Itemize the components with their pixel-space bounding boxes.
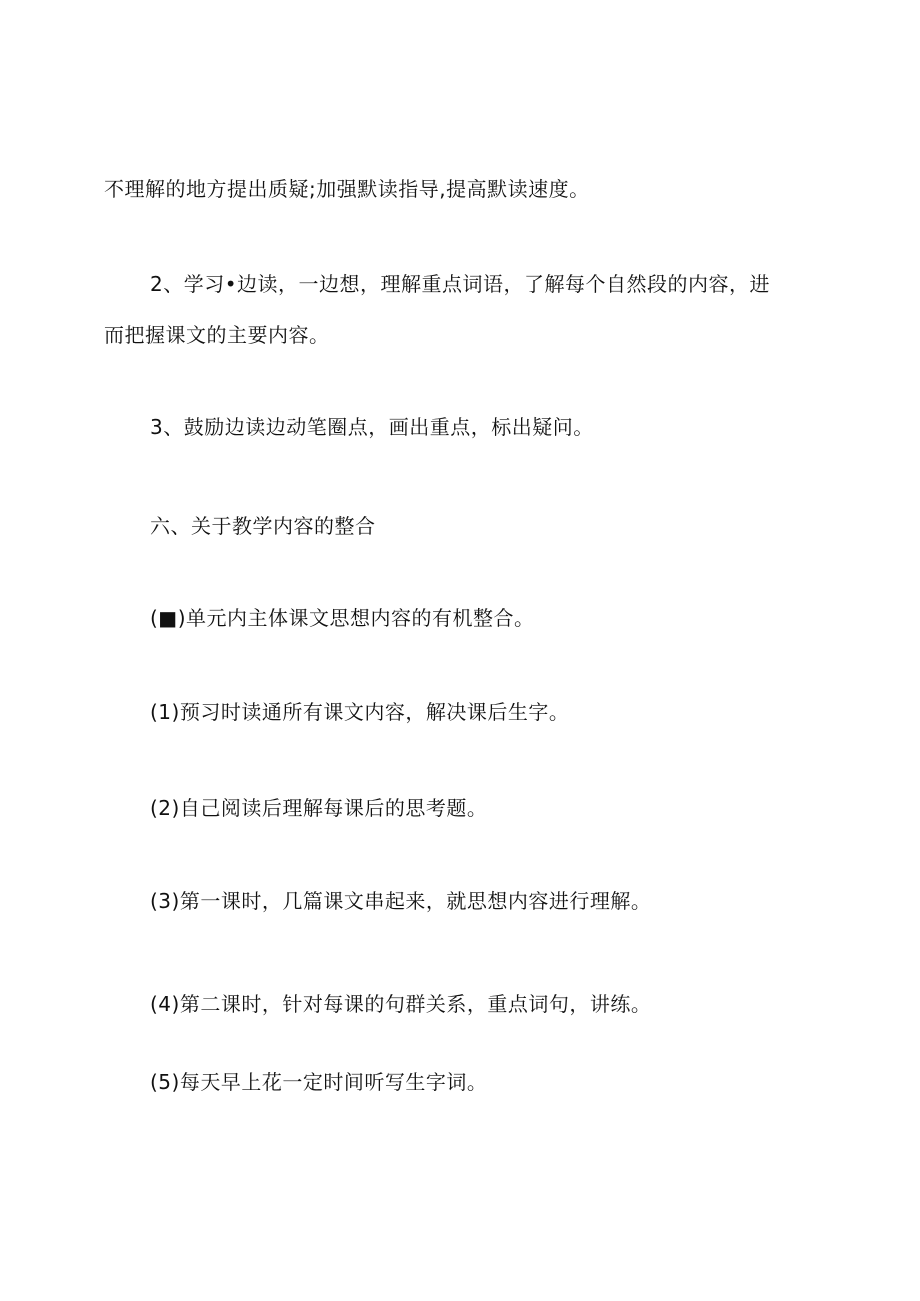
paragraph-line: 而把握课文的主要内容。 — [104, 323, 330, 347]
subheading-line: (■)单元内主体课文思想内容的有机整合。 — [150, 606, 535, 630]
section-heading: 六、关于教学内容的整合 — [150, 514, 376, 538]
paragraph-line: 3、鼓励边读边动笔圈点，画出重点，标出疑问。 — [150, 415, 594, 439]
paragraph-line: 2、学习•边读，一边想，理解重点词语，了解每个自然段的内容，进 — [150, 272, 771, 296]
list-item: (1)预习时读通所有课文内容，解决课后生字。 — [150, 700, 570, 724]
list-item: (2)自己阅读后理解每课后的思考题。 — [150, 796, 488, 820]
paragraph-line: 不理解的地方提出质疑;加强默读指导,提高默读速度。 — [104, 177, 590, 201]
list-item: (3)第一课时，几篇课文串起来，就思想内容进行理解。 — [150, 889, 652, 913]
list-item: (5)每天早上花一定时间听写生字词。 — [150, 1070, 488, 1094]
list-item: (4)第二课时，针对每课的句群关系，重点词句，讲练。 — [150, 992, 652, 1016]
